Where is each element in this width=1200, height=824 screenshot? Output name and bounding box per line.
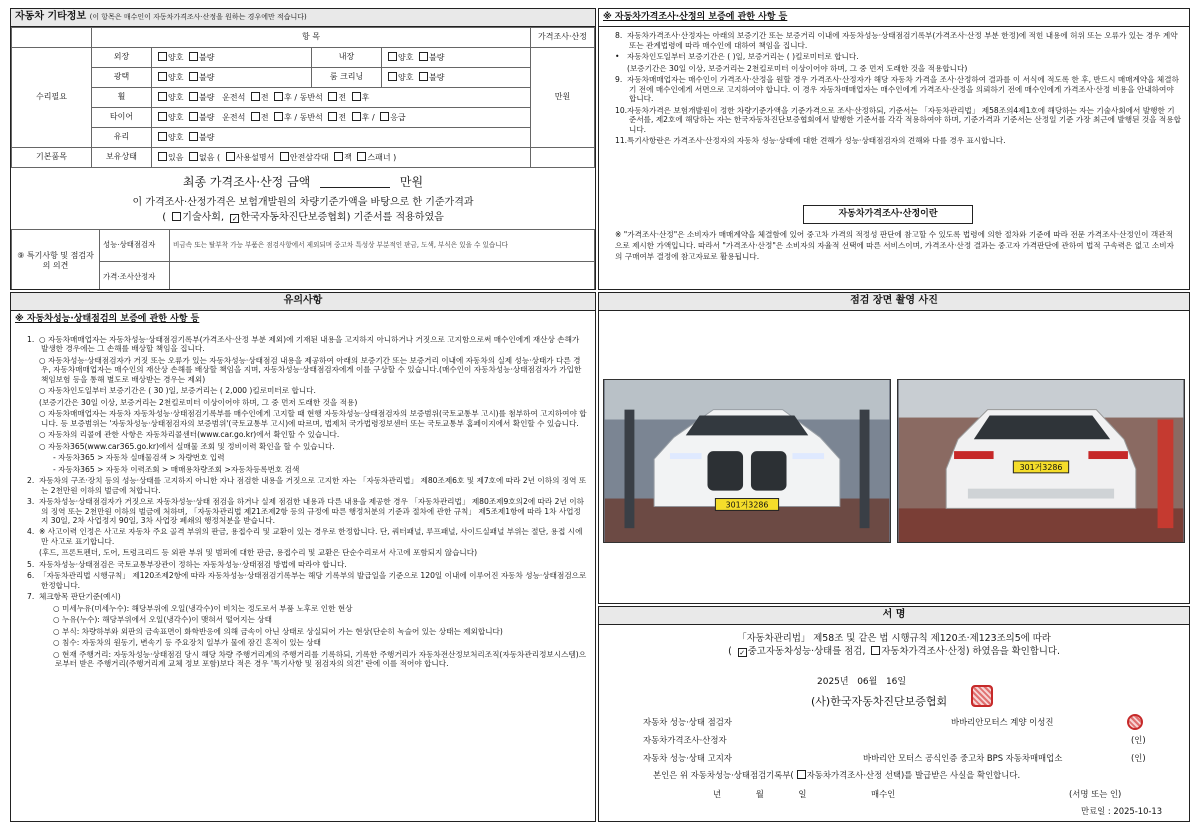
final-price-field[interactable] [320,174,390,188]
final-price-line [11,174,595,190]
price-warranty-item-number: • [615,52,620,62]
buyer-sign-mark: (서명 또는 인) [1069,789,1122,799]
room-cleaning-label: 룸 크리닝 [312,67,382,87]
price-warranty-item [599,105,1189,135]
notice-item [11,334,595,355]
manual-checkbox[interactable] [226,152,235,161]
tire-passenger-front-checkbox[interactable] [328,112,337,121]
possession-label: 보유상태 [92,147,152,167]
price-warranty-item [599,30,1189,51]
gloss-good-checkbox[interactable] [158,72,167,81]
tire-emergency-checkbox[interactable] [380,112,389,121]
notice-item [11,570,595,591]
notice-item-text: ○ 침수: 자동차의 원동기, 변속기 등 주요장치 일부가 물에 잠긴 흔적이 있는 상태 [53,638,321,648]
notice-item-text: - 자동차365 > 자동차 실매물검색 > 차량번호 입력 [53,453,225,463]
price-warranty-item-text: 자동차가격은 보험개발원이 정한 차량기준가액을 기준가격으로 조사·산정하되, 기준서는 「자동차관리법」 제58조의4제1호에 해당하는 자는 기술사회에서 발행한 기준서를, 제2호에 해당하는 자는 한국자동차진단보증협회에서 발행한 기준서를 각각 적용하여야 하며, 기준가격과 기준서는 산정일 기준 가장 최근에 발행된 것을 적용합니다. [627,105,1181,134]
interior-good-checkbox[interactable] [388,52,397,61]
notice-item-number: 1. [27,334,35,344]
notice-item-text: ○ 자동차인도일부터 보증기간은 ( 30 )일, 보증거리는 ( 2,000 )킬로미터로 합니다. [39,386,316,396]
price-warranty-items [599,27,1189,146]
svg-text:301거3286: 301거3286 [1019,462,1063,472]
price-warranty-item-text: (보증기간은 30일 이상, 보증거리는 2천킬로미터 이상이어야 하며, 그 중 먼저 도래한 것을 적용합니다) [627,63,968,73]
price-warranty-item [599,74,1189,104]
room-cleaning-good-checkbox[interactable] [388,72,397,81]
triangle-checkbox[interactable] [280,152,289,161]
price-basis-line1: 이 가격조사·산정가격은 보험개발원의 차량기준가액을 바탕으로 한 기준가격과 [132,196,474,208]
glass-label: 유리 [92,127,152,147]
notice-item [11,649,595,670]
tire-driver-rear-checkbox[interactable] [274,112,283,121]
possession-no-checkbox[interactable] [189,152,198,161]
price-warranty-item [599,63,1189,74]
front-car-image [604,380,890,542]
notice-item-text: ○ 자동차성능·상태점검자가 거짓 또는 오류가 있는 자동차성능·상태점검 내용을 제공하여 아래의 보증기간 또는 보증거리 이내에 자동차의 실제 성능·상태가 다른 경우, 자동차매매업자는 매수인의 재산상 손해를 배상할 책임을 지며, 자동차성능·상태점검자에게 이를 구상할 수 있습니다.(매수인이 자동차성능·상태점검자가 가입한 책임보험 등을 통해 별도로 배상받는 경우는 제외) [39,355,582,384]
svg-text:301거3286: 301거3286 [725,500,769,510]
possession-yes-checkbox[interactable] [158,152,167,161]
notice-item-number: 4. [27,527,35,537]
vehicle-other-info-title: 자동차 기타정보 [15,11,87,22]
interior-options: 양호 불량 [382,47,531,67]
notice-item [11,397,595,408]
notice-item-text: 「자동차관리법 시행규칙」 제120조제2항에 따라 자동차성능·상태점검기록부는 해당 기록부의 발급일을 기준으로 120일 이내에 이루어진 자동차 성능·상태점검으로 한정합니다. [39,571,587,590]
room-cleaning-bad-checkbox[interactable] [419,72,428,81]
tire-options: 양호 불량 운전석 전 후 / 동반석 전 후 / 응급 [152,107,531,127]
notice-item-number: 2. [27,476,35,486]
inspector-opinion-text: 비금속 또는 탈부착 가능 부품은 점검사항에서 제외되며 중고차 특성상 부분적인 판금, 도색, 부식은 있을 수 있습니다 [170,229,595,261]
notice-item [11,385,595,396]
rear-car-image [898,380,1184,542]
pricer-seal-mark: (인) [1131,735,1146,745]
price-warranty-item-number: 11. [615,136,628,146]
signature-title: 서 명 [599,607,1189,625]
notice-item-text: 자동차성능·상태점검자가 거짓으로 자동차성능·상태 점검을 하거나 실제 점검한 내용과 다른 내용을 제공한 경우 「자동차관리법」 제80조제9호의2에 따라 2년 이하의 징역 또는 2천만원 이하의 벌금에 처하며, 「자동차관리법 제21조제2항 등의 규정에 따른 행정처분의 기준과 절차에 관한 규칙」 제5조제1항에 따라 1차 사업정지 30일, 2차 사업정지 90일, 3차 사업장 폐쇄의 행정처분을 받습니다. [39,497,584,525]
law-basis-line: 「자동차관리법」 제58조 및 같은 법 시행규칙 제120조·제123조의5에 따라 [737,632,1051,644]
vehicle-other-info-note: (이 항목은 매수인이 자동차가격조사·산정을 원하는 경우에만 적습니다) [89,13,307,21]
repair-needed-label: 수리필요 [12,47,92,147]
price-warranty-item-text: 자동차매매업자는 매수인이 가격조사·산정을 원할 경우 가격조사·산정자가 해당 자동차 가격을 조사·산정하여 결과를 이 서식에 적도록 한 후, 반드시 매매계약을 체결하기 전에 매수인에게 서면으로 고지하여야 합니다. 이 경우 자동차매매업자는 매수인에게 가격조사·산정을 의뢰하기 전에 매수인에게 가격조사·산정 비용을 안내하여야 합니다. [627,75,1179,104]
price-warranty-title: ※ 자동차가격조사·산정의 보증에 관한 사항 등 [599,9,1189,27]
notice-item-text: ○ 부식: 차량하부와 외판의 금속표면이 화학반응에 의해 금속이 아닌 상태로 상실되어 가는 현상(단순히 녹슬어 있는 상태는 제외합니다) [53,626,503,636]
exterior-good-checkbox[interactable] [158,52,167,61]
notifier-name: 바바리안 모터스 공식인증 중고차 BPS 자동차매매업소 [863,753,1063,763]
notice-item-text: ○ 자동차365(www.car365.go.kr)에서 실매물 조회 및 정비이력 확인을 할 수 있습니다. [39,441,335,451]
notice-item [11,591,595,602]
final-price-label: 최종 가격조사·산정 금액 [182,174,311,189]
notice-item-text: (보증기간은 30일 이상, 보증거리는 2천킬로미터 이상이어야 하며, 그 중 먼저 도래한 것을 적용) [39,397,358,407]
glass-options: 양호 불량 [152,127,531,147]
confirm-line: ( ✓ 중고자동차성능·상태를 점검, 자동차가격조사·산정) 하였음을 확인합니다. [728,646,1060,658]
inspector-label: 자동차 성능·상태 점검자 [643,717,732,727]
notice-item-number: 6. [27,571,35,581]
issue-day: 16일 [885,677,907,687]
notice-item [11,637,595,648]
inspector-name: 바바리안모터스 계양 이성진 [951,717,1054,727]
association-seal-icon [971,685,993,707]
exterior-bad-checkbox[interactable] [189,52,198,61]
issue-date [817,677,906,688]
notice-item-text: - 자동차365 > 자동차 이력조회 > 매매용차량조회 >자동차등록번호 검색 [53,464,300,474]
tire-good-checkbox[interactable] [158,112,167,121]
price-basis-line2: ( 기술사회, ✓ 한국자동차진단보증협회) 기준서를 적용하였음 [162,211,444,223]
rear-photo [897,379,1185,543]
price-warranty-item-number: 9. [615,75,623,85]
notice-item-text: 체크항목 판단기준(예시) [39,592,121,602]
photo-title: 점검 장면 촬영 사진 [599,293,1189,311]
notice-item [11,464,595,475]
notice-item [11,626,595,637]
gloss-bad-checkbox[interactable] [189,72,198,81]
price-definition-text: ※ "가격조사·산정"은 소비자가 매매계약을 체결함에 있어 중고차 가격의 적정성 판단에 참고할 수 있도록 법령에 의한 절차와 기준에 따라 전문 가격조사·산정인이 객관적으로 제시한 가액입니다. 따라서 "가격조사·산정"은 소비자의 자율적 선택에 따른 서비스이며, 가격조사·산정 결과는 중고자 가격판단에 관하여 법적 구속력은 없고 소비자의 구매여부 결정에 참고자료로 활용됩니다. [615,230,1174,261]
other-info-table [11,27,595,168]
wheel-good-checkbox[interactable] [158,92,167,101]
wheel-driver-front-checkbox[interactable] [251,92,260,101]
price-warranty-item-number: 8. [615,31,623,41]
tire-label: 타이어 [92,107,152,127]
notice-item [11,408,595,429]
tire-driver-front-checkbox[interactable] [251,112,260,121]
wheel-passenger-rear-checkbox[interactable] [352,92,361,101]
buyer-label: 매수인 [871,789,896,799]
price-warranty-item-number: 10. [615,105,628,115]
notice-item-number: 5. [27,559,35,569]
gloss-options: 양호 불량 [152,67,312,87]
performance-check-checkbox[interactable]: ✓ [739,649,746,658]
receipt-price-checkbox[interactable] [797,770,806,779]
vehicle-other-info-panel [10,8,596,290]
wheel-driver-rear-checkbox[interactable] [274,92,283,101]
notice-item-text: ○ 미세누유(미세누수): 해당부위에 오일(냉각수)이 비치는 정도로서 부품 노후로 인한 현상 [53,603,353,613]
notice-item [11,603,595,614]
price-check-checkbox[interactable] [871,646,880,655]
notice-item [11,526,595,547]
pricer-label: 자동차가격조사·산정자 [643,735,727,745]
notice-item-text: ○ 누유(누수): 해당부위에서 오일(냉각수)이 맺혀서 떨어지는 상태 [53,615,272,625]
notifier-seal-mark: (인) [1131,753,1146,763]
notice-item-text: 자동차의 구조·장치 등의 성능·상태를 고지하지 아니한 자나 점검한 내용을 거짓으로 고지한 자는 「자동차관리법」 제80조제6호 및 제7호에 따라 2년 이하의 징역 또는 2천만원 이하의 벌금에 처합니다. [39,476,587,495]
special-notes-label: ⑨ 특기사항 및 점검자의 의견 [12,229,100,290]
notice-item-text: ○ 자동차매매업자는 자동차 자동차성능·상태점검기록부를 매수인에게 고지할 때 현행 자동차성능·상태점검자의 보증범위(국토교통부 고시)를 첨부하여 고지하여야 합니다. 등 보증범위는 '자동차성능·상태점검자의 보증범위'(국토교통부 고시)에 따르며, 법제처 국가법령정보센터 또는 국토교통부 홈페이지에서 확인할 수 있습니다. [39,409,587,428]
item-column-header: 항 목 [92,27,531,47]
basic-items-label: 기본품목 [12,147,92,167]
price-basis-text [11,195,595,225]
issue-month: 06월 [857,677,878,687]
technician-society-checkbox[interactable] [172,212,181,221]
gloss-label: 광택 [92,67,152,87]
final-price-unit: 만원 [399,174,424,189]
notice-item-text: ※ 사고이력 인정은 사고로 자동차 주요 골격 부위의 판금, 용접수리 및 교환이 있는 경우로 한정합니다. 단, 쿼터패널, 루프패널, 사이드실패널 부위는 절단, 용접 시에만 사고로 표기합니다. [39,527,583,546]
price-warranty-item-text: 특기사항란은 가격조사·산정자의 자동차 성능·상태에 대한 견해가 성능·상태점검자의 견해와 다를 경우 표시합니다. [627,136,1006,146]
price-warranty-item-text: 자동차인도일부터 보증기간은 ( )일, 보증거리는 ( )킬로미터로 합니다. [627,52,859,62]
wheel-passenger-front-checkbox[interactable] [328,92,337,101]
wheel-label: 휠 [92,87,152,107]
tire-bad-checkbox[interactable] [189,112,198,121]
special-notes-table [11,229,595,291]
jack-checkbox[interactable] [334,152,343,161]
price-warranty-item [599,51,1189,62]
pricer-opinion-label: 가격·조사산정자 [100,261,170,290]
notifier-label: 자동차 성능·상태 고지자 [643,753,732,763]
notice-panel [10,292,596,822]
front-photo [603,379,891,543]
price-warranty-item [599,135,1189,146]
expiry-date: 만료일 : 2025-10-13 [1081,806,1163,816]
notice-item-text: (후드, 프론트펜더, 도어, 트렁크리드 등 외판 부위 및 범퍼에 대한 판금, 용접수리 및 교환은 단순수리로서 사고에 포함되지 않습니다) [39,548,478,558]
notice-item-text: 자동차성능·상태점검은 국토교통부장관이 정하는 자동차성능·상태점검 방법에 따라야 합니다. [39,559,347,569]
spanner-checkbox[interactable] [357,152,366,161]
glass-good-checkbox[interactable] [158,132,167,141]
interior-label: 내장 [312,47,382,67]
price-warranty-item-text: 자동차가격조사·산정자는 아래의 보증기간 또는 보증거리 이내에 자동차성능·상태점검기록부(가격조사·산정 부분 한정)에 적힌 내용에 허위 또는 오류가 있는 경우 계약 또는 관계법령에 따라 매수인에 대하여 책임을 집니다. [627,31,1178,50]
signature-panel [598,606,1190,822]
price-warranty-panel [598,8,1190,290]
notice-item-text: ○ 자동차의 리콜에 관한 사항은 자동차리콜센터(www.car.go.kr)에서 확인할 수 있습니다. [39,430,340,440]
notice-item [11,496,595,526]
association-name: (사)한국자동차진단보증협회 [811,695,948,708]
notice-items [11,328,595,670]
notice-item [11,441,595,452]
photo-panel [598,292,1190,604]
interior-bad-checkbox[interactable] [419,52,428,61]
issue-year: 2025년 [817,677,849,687]
notice-title: 유의사항 [11,293,595,311]
notice-item [11,547,595,558]
exterior-label: 외장 [92,47,152,67]
wheel-bad-checkbox[interactable] [189,92,198,101]
notice-item [11,475,595,496]
wheel-options: 양호 불량 운전석 전 후 / 동반석 전 후 [152,87,531,107]
exterior-options: 양호 불량 [152,47,312,67]
notice-item [11,559,595,570]
notice-item-number: 3. [27,497,35,507]
room-cleaning-options: 양호 불량 [382,67,531,87]
inspector-seal-icon [1127,714,1143,730]
notice-item-number: 7. [27,592,35,602]
glass-bad-checkbox[interactable] [189,132,198,141]
price-unit: 만원 [531,47,595,147]
price-column-header: 가격조사·산정 [531,27,595,47]
inspector-opinion-label: 성능·상태점검자 [100,229,170,261]
receipt-line: 본인은 위 자동차성능·상태점검기록부( 자동차가격조사·산정 선택)를 발급받은 사실을 확인합니다. [653,770,1021,780]
tire-passenger-rear-checkbox[interactable] [352,112,361,121]
diagnosis-association-checkbox[interactable]: ✓ [231,214,238,223]
vehicle-other-info-header [11,9,595,27]
notice-item [11,429,595,440]
notice-item [11,355,595,385]
pricer-opinion-text [170,261,595,290]
notice-item [11,452,595,463]
notice-section-title: ※ 자동차성능·상태점검의 보증에 관한 사항 등 [15,313,200,324]
notice-item [11,614,595,625]
notice-item-text: ○ 자동차매매업자는 자동차성능·상태점검기록부(가격조사·산정 부분 제외)에 기재된 내용을 고지하지 아니하거나 거짓으로 고지함으로써 매수인에게 재산상 손해가 발생한 경우에는 그 손해를 배상할 책임을 집니다. [39,334,580,354]
receipt-date: 년 월 일 [713,789,807,799]
price-definition-title: 자동차가격조사·산정이란 [803,205,973,224]
possession-options: 있음 없음 ( 사용설명서 안전삼각대 잭 스패너 ) [152,147,531,167]
notice-item-text: ○ 현재 주행거리: 자동차성능·상태점검 당시 해당 차량 주행거리계의 주행거리를 기록하되, 기록한 주행거리가 자동차전산정보처리조직(자동차관리정보시스템)으로부터 받은 주행거리(주행거리계 교체 정보 포함)보다 적은 경우 '특기사항 및 점검자의 의견' 란에 이를 적어야 합니다. [53,649,587,669]
